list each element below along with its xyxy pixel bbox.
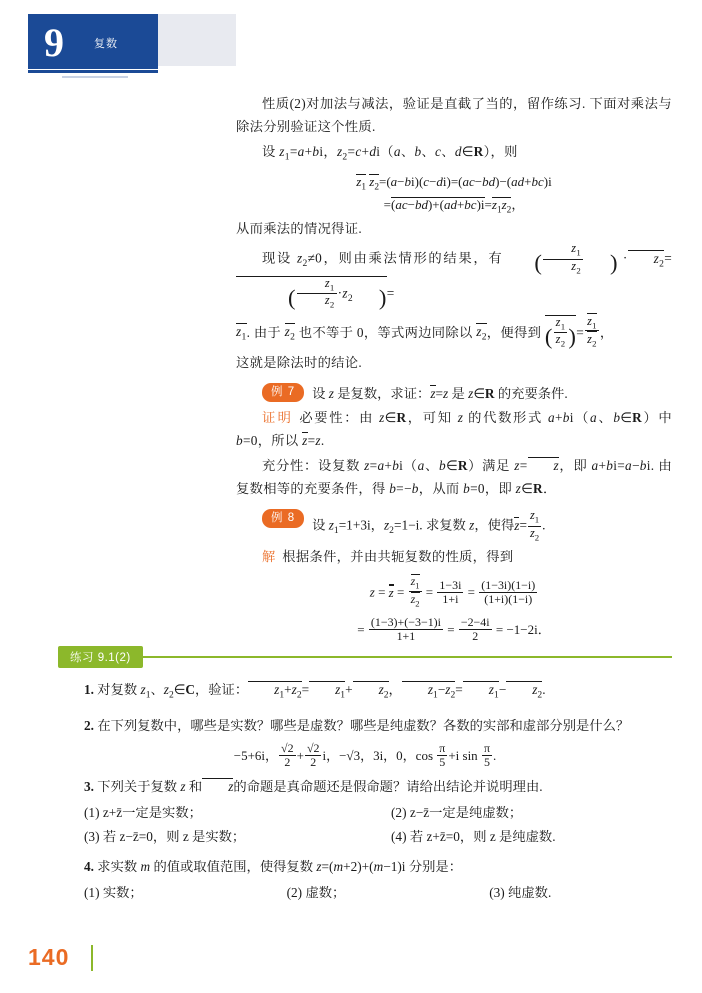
example-7-tag: 例 7 <box>262 383 304 402</box>
exercise-item-3-sub-2: (2) z−z̄一定是纯虚数； <box>391 805 523 821</box>
example-8-equation-line-2: = $\frac{(1-3)+(-3-1)i}{1+1}$ = $\frac{-2-4i}{2}$ = −1−2i． <box>357 614 551 643</box>
exercise-item-3-number: 3. <box>84 779 94 795</box>
solution-label: 解 <box>262 548 277 564</box>
example-8 <box>236 509 672 543</box>
exercise-item-3-sub-4: (4) 若 z+z̄=0，则 z 是纯虚数. <box>391 829 556 845</box>
paragraph-setup: 设 $z_1=a+bi$，$z_2=c+di(a$、b、c、d∈R），则 <box>262 144 518 163</box>
chapter-underline-secondary <box>62 76 128 78</box>
exercise-item-3-sub-3: (3) 若 z−z̄=0，则 z 是实数； <box>84 829 246 845</box>
example-8-solution-intro <box>236 545 672 568</box>
page-footer <box>28 944 93 971</box>
exercise-item-2-number: 2. <box>84 717 94 733</box>
example-7-proof-1: 证明 必要性：由 z∈R，可知 z 的代数形式 a+bi（a、b∈R）中 b=0，所以 z=z. <box>236 410 673 449</box>
paragraph-property-2: 性质(2)对加法与减法，验证是直截了当的，留作练习. 下面对乘法与除法分别验证这个性质. <box>236 96 672 134</box>
chapter-header-accent <box>158 14 236 66</box>
proof-label: 证明 <box>262 410 294 426</box>
page-number: 140 <box>28 944 70 970</box>
chapter-underline <box>28 70 158 73</box>
exercise-item-2-formula: −5+6i， $\frac{√2}{2}$ + $\frac{√2}{2}$ i，−√3，3i，0，cos $\frac{\pi}{5}$ +i sin $\frac{\pi}{5}$ . <box>233 740 497 770</box>
solution-intro-text: 根据条件，并由共轭复数的性质，得到 <box>282 548 514 564</box>
paragraph-quotient-conclusion: 这就是除法时的结论. <box>236 355 362 371</box>
chapter-badge <box>28 14 158 69</box>
example-8-tag: 例 8 <box>262 509 304 528</box>
example-7 <box>236 383 672 404</box>
chapter-title: 复数 <box>94 38 118 50</box>
chapter-number: 9 <box>44 20 64 65</box>
example-8-equation-line-1: z = z = $\frac{z_1}{z_2}$ = $\frac{1-3i}{1+i}$ = $\frac{(1-3i)(1-i)}{(1+i)(1-i)}$ <box>369 573 536 609</box>
exercise-item-1-number: 1. <box>84 682 94 697</box>
exercise-rule <box>143 656 672 658</box>
paragraph-product-conclusion: 从而乘法的情况得证. <box>236 221 362 237</box>
footer-divider <box>91 945 93 971</box>
example-7-text: 设 z 是复数，求证：z=z 是 z∈R 的充要条件. <box>312 386 568 402</box>
exercise-item-3-sub-1: (1) z+z̄一定是实数； <box>84 805 202 821</box>
example-7-proof-2: 充分性：设复数 z=a+bi（a、b∈R）满足 z= z，即 a+bi=a−bi. 由复数相等的充要条件，得 b=−b，从而 b=0，即 z∈R． <box>236 458 672 497</box>
exercise-item-2-text: 在下列复数中，哪些是实数？哪些是虚数？哪些是纯虚数？各数的实部和虚部分别是什么？ <box>97 717 630 733</box>
paragraph-quotient-setup: 现设 $z_2\ne 0$，则由乘法情形的结果，有 ( $\frac{z_1}{z_2}$ ) · $z_2=$( $\frac{z_1}{z_2}$ $\cdot z_2$ )= <box>236 242 672 310</box>
equation-product-line-2: $=(ac-bd)+(ad+bc)i=z_1z_2$， <box>383 197 525 216</box>
exercise-item-4-sub-2: (2) 虚数； <box>286 885 346 901</box>
exercise-item-4-sub-1: (1) 实数； <box>84 885 143 901</box>
exercise-item-4: 4. 求实数 m 的值或取值范围，使得复数 z=(m+2)+(m−1)i 分别是： <box>84 859 463 875</box>
paragraph-quotient-derivation: $z_1$. 由于 $z_2$ 也不等于 0，等式两边同除以 $z_2$，便得到 ( $\frac{z_1}{z_2}$ )= $\frac{z_1}{z_2}$ ， <box>236 313 614 349</box>
exercise-heading <box>58 646 672 668</box>
equation-product-line-1: $z_1$ $z_2=(a-bi)(c-di)=(ac-bd)-(ad+bc)i$ <box>356 173 552 193</box>
exercise-item-3: 3. 下列关于复数 z 和 z的命题是真命题还是假命题？请给出结论并说明理由. <box>84 779 543 795</box>
exercise-item-1: 1. 对复数 $z_1$、$z_2\in C$，验证： $z_1+z_2= z_1+ z_2$， $z_1-z_2= z_1- z_2$. <box>84 682 546 701</box>
exercise-item-2 <box>58 714 672 738</box>
exercise-item-4-number: 4. <box>84 859 94 875</box>
exercise-badge: 练习 9.1(2) <box>58 646 143 668</box>
exercise-section <box>58 646 672 905</box>
exercise-item-4-sub-3: (3) 纯虚数. <box>489 885 552 901</box>
main-text-column <box>236 92 672 644</box>
chapter-header <box>28 14 218 76</box>
exercise-item-3-subs <box>58 801 672 849</box>
example-8-text: 设 $z_1=1+3i$，$z_2=1-i$. 求复数 z，使得z= $\frac{z_1}{z_2}$ . <box>312 508 546 543</box>
exercise-item-4-subs <box>58 881 672 905</box>
